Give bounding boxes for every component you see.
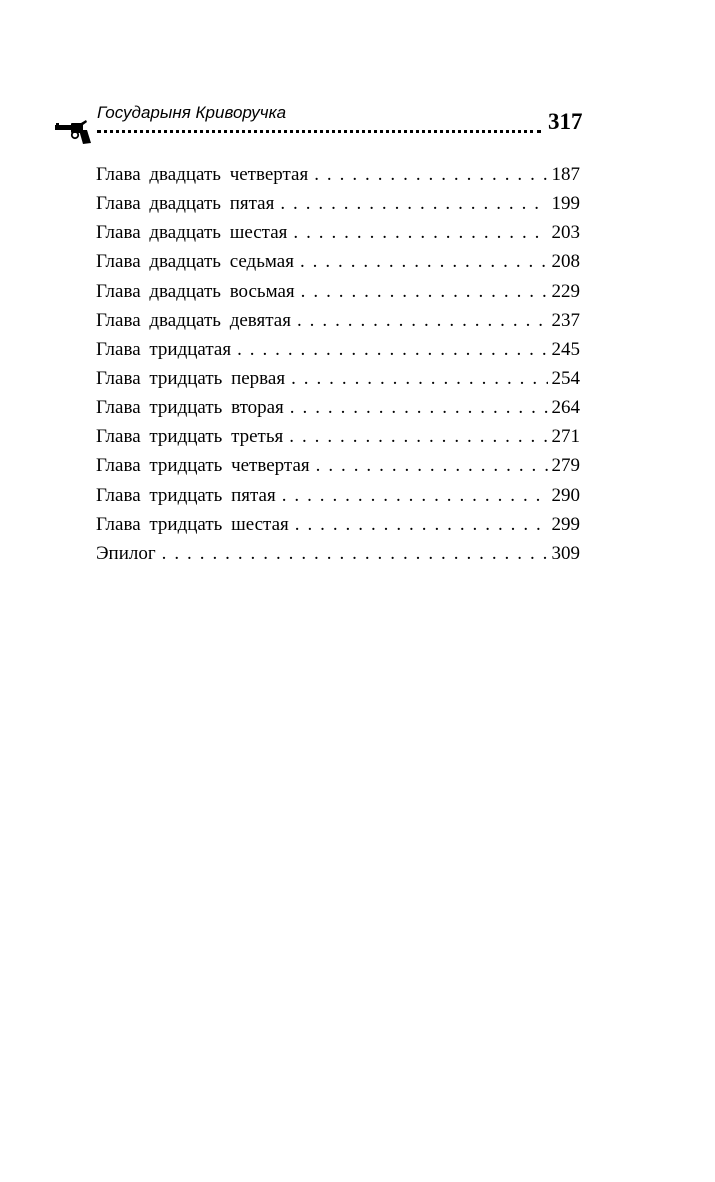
toc-entry — [96, 335, 580, 364]
toc-entry — [96, 422, 580, 451]
toc-entry-page: 203 — [551, 222, 580, 244]
toc-entry — [96, 451, 580, 480]
toc-entry-page: 271 — [551, 426, 580, 448]
toc-entry — [96, 218, 580, 247]
toc-dot-leader — [285, 364, 548, 393]
toc-entry — [96, 510, 580, 539]
toc-dot-leader — [308, 160, 548, 189]
table-of-contents — [96, 160, 580, 568]
toc-dot-leader — [291, 306, 548, 335]
revolver-icon — [53, 118, 93, 146]
toc-entry-page: 279 — [551, 455, 580, 477]
toc-dot-leader — [295, 277, 548, 306]
toc-entry-title: Глава тридцать вторая — [96, 397, 284, 419]
toc-entry-page: 309 — [551, 542, 580, 564]
toc-entry-title: Глава двадцать восьмая — [96, 280, 295, 302]
toc-entry — [96, 160, 580, 189]
toc-entry-title: Глава тридцать четвертая — [96, 455, 310, 477]
toc-entry-title: Глава тридцатая — [96, 338, 232, 360]
toc-entry — [96, 539, 580, 568]
toc-dot-leader — [274, 189, 548, 218]
toc-entry-page: 245 — [551, 338, 580, 360]
toc-entry-page: 254 — [551, 367, 580, 389]
toc-entry-title: Глава тридцать шестая — [96, 513, 289, 535]
toc-dot-leader — [231, 335, 548, 364]
toc-entry — [96, 277, 580, 306]
toc-entry-page: 299 — [551, 513, 580, 535]
toc-entry-page: 187 — [551, 164, 580, 185]
toc-entry-title: Глава двадцать шестая — [96, 222, 288, 244]
toc-entry-title: Глава двадцать седьмая — [96, 251, 294, 273]
header-dotted-rule — [97, 130, 541, 133]
running-title: Государыня Криворучка — [97, 103, 287, 122]
toc-entry-title: Глава двадцать пятая — [96, 193, 275, 215]
toc-entry-page: 237 — [551, 309, 580, 331]
toc-dot-leader — [310, 451, 548, 480]
toc-dot-leader — [284, 393, 548, 422]
toc-entry — [96, 393, 580, 422]
toc-entry-title: Глава двадцать четвертая — [96, 164, 309, 185]
page-number: 317 — [548, 109, 583, 134]
toc-entry — [96, 247, 580, 276]
toc-entry-title: Глава тридцать первая — [96, 367, 286, 389]
toc-entry-title: Эпилог — [96, 542, 156, 564]
toc-dot-leader — [294, 247, 548, 276]
toc-entry-page: 208 — [551, 251, 580, 273]
toc-dot-leader — [276, 481, 548, 510]
toc-dot-leader — [283, 422, 548, 451]
toc-entry — [96, 306, 580, 335]
toc-entry-title: Глава двадцать девятая — [96, 309, 291, 331]
toc-dot-leader — [287, 218, 548, 247]
toc-entry-page: 199 — [551, 193, 580, 215]
toc-entry-title: Глава тридцать пятая — [96, 484, 276, 506]
page-header — [0, 0, 715, 150]
toc-entry — [96, 189, 580, 218]
toc-entry — [96, 364, 580, 393]
toc-entry-page: 229 — [551, 280, 580, 302]
toc-entry-page: 264 — [551, 397, 580, 419]
toc-entry-title: Глава тридцать третья — [96, 426, 284, 448]
toc-dot-leader — [289, 510, 548, 539]
toc-dot-leader — [156, 539, 548, 568]
toc-entry — [96, 481, 580, 510]
toc-entry-page: 290 — [551, 484, 580, 506]
